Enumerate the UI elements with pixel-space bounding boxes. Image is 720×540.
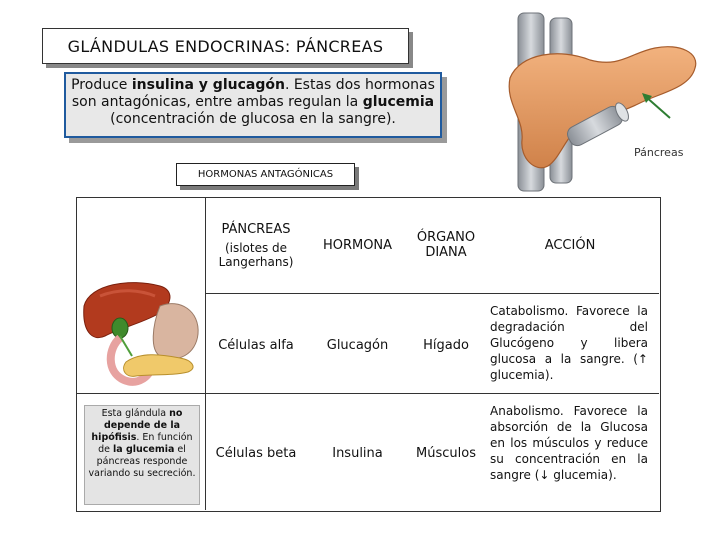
header-accion-text: ACCIÓN [544,237,596,253]
intro-text-box [64,72,442,138]
header-organo [412,225,480,265]
intro-part1: Produce [71,77,132,93]
header-hormona [310,225,405,265]
insulina-text: Insulina [332,445,383,461]
cell-insulina [310,438,405,468]
cell-higado [412,330,480,360]
header-pancreas [210,215,302,275]
header-pancreas-line2: (islotes de Langerhans) [218,240,294,269]
liver-pancreas-illustration [80,276,204,394]
celulas-alfa-text: Células alfa [218,337,294,353]
figure-label: Páncreas [634,146,684,159]
glucagon-text: Glucagón [326,337,389,353]
gland-note-b1: no depende de la hipófisis [91,408,183,443]
cell-musculos [412,438,480,468]
intro-part3: (concentración de glucosa en la sangre). [110,111,396,127]
page-title [42,28,409,64]
bile-duct [120,336,132,356]
celulas-beta-text: Células beta [215,445,297,461]
musculos-text: Músculos [416,445,476,461]
intro-glucemia: glucemia [362,94,435,110]
intro-part2: . Estas dos hormonas son antagónicas, entre ambas regulan la [71,77,435,110]
stomach-shape [153,304,198,359]
cell-accion-alfa: Catabolismo. Favorece la degradación del Glucógeno y libera glucosa a la sangre. (↑ glucemia). [490,304,648,382]
hormonas-label-text: HORMONAS ANTAGÓNICAS [197,169,334,180]
row-divider [206,293,659,294]
gallbladder [112,318,128,338]
gland-note [84,405,200,505]
cell-celulas-beta [210,438,302,468]
gland-note-b2: la glucemia [112,444,175,455]
cell-glucagon [310,330,405,360]
title-text: GLÁNDULAS ENDOCRINAS: PÁNCREAS [67,36,384,56]
cell-accion-beta: Anabolismo. Favorece la absorción de la Glucosa en los músculos y reduce su concentración en la sangre (↓ glucemia). [490,404,648,482]
header-accion [490,225,650,265]
cell-celulas-alfa [210,330,302,360]
gland-note-p1: Esta glándula [101,408,170,419]
header-pancreas-line1: PÁNCREAS [221,221,291,237]
intro-insulina: insulina y glucagón [131,77,285,93]
pancreas-small [124,355,193,377]
hormonas-label [176,163,355,186]
header-organo-text: ÓRGANO DIANA [416,230,476,260]
header-hormona-text: HORMONA [322,237,393,253]
gland-note-p2: . En función de [98,432,193,455]
higado-text: Hígado [423,337,469,353]
gland-note-p3: el páncreas responde variando su secreción. [88,444,196,479]
pancreas-illustration [480,8,710,198]
